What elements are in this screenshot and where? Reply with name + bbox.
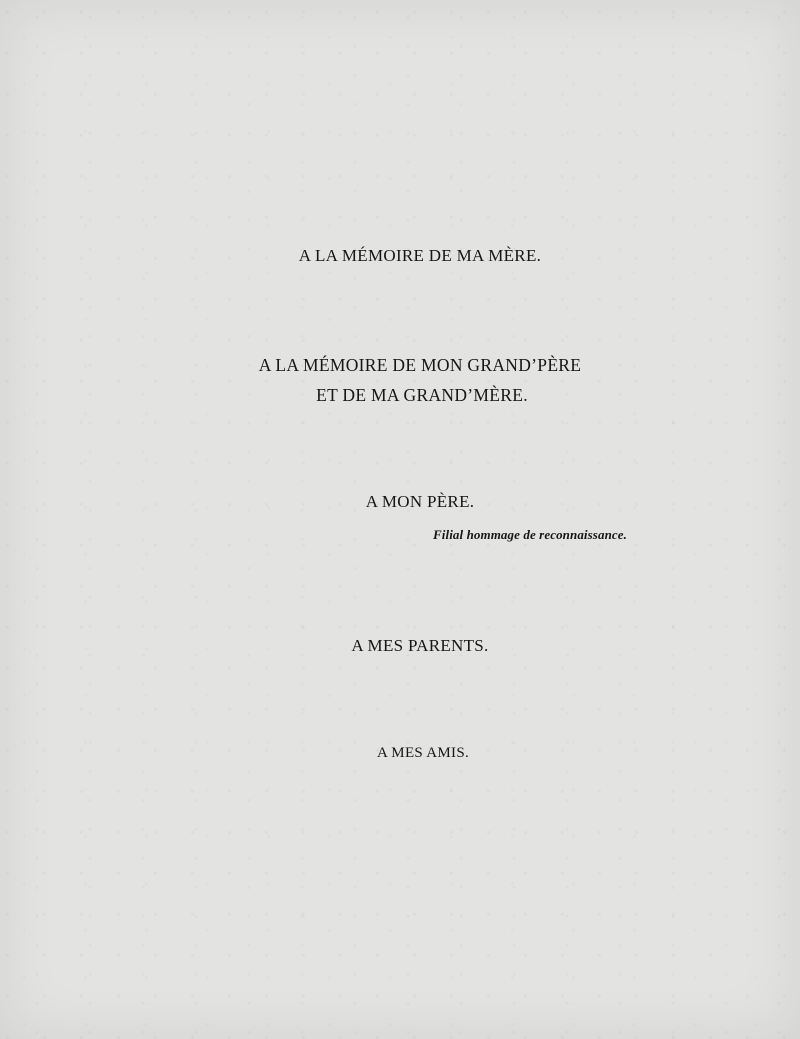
dedication-grandparents-line-2: ET DE MA GRAND’MÈRE. (316, 385, 528, 405)
dedication-friends: A MES AMIS. (376, 745, 470, 761)
father-tribute-text: Filial hommage de reconnaissance. (433, 527, 627, 542)
dedication-mother: A LA MÉMOIRE DE MA MÈRE. (298, 246, 542, 265)
dedication-grandparents-line-1: A LA MÉMOIRE DE MON GRAND’PÈRE (258, 355, 582, 375)
dedication-parents: A MES PARENTS. (351, 636, 489, 655)
dedication-father: A MON PÈRE. (365, 492, 475, 511)
